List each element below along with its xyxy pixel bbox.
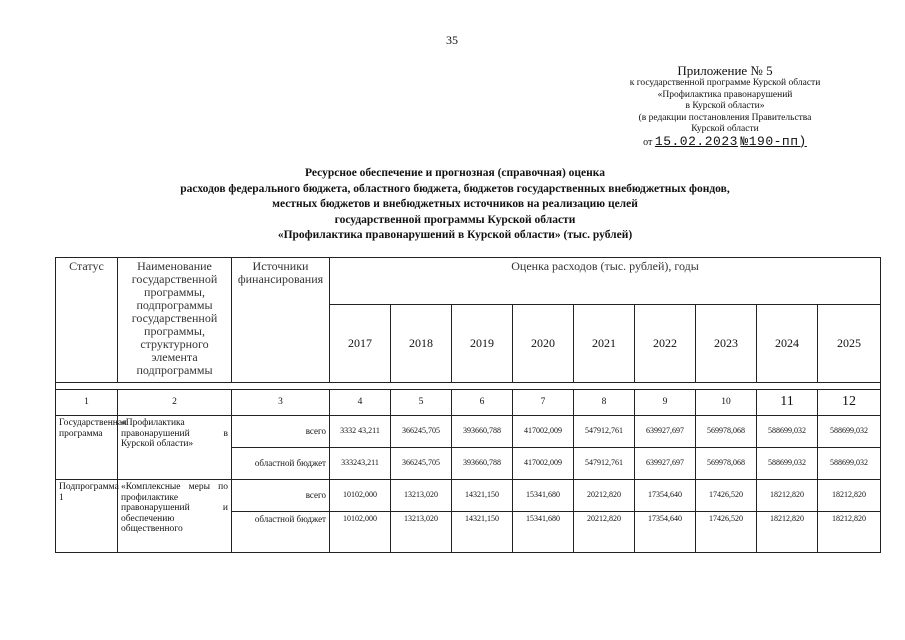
column-number: 4 (330, 390, 391, 416)
value-cell: 17426,520 (696, 480, 757, 512)
value-cell: 547912,761 (574, 416, 635, 448)
year-cell: 2022 (635, 305, 696, 383)
table-row (56, 480, 881, 512)
value-cell: 14321,150 (452, 512, 513, 553)
value-cell: 588699,032 (757, 448, 818, 480)
appendix-title: Приложение № 5 (677, 63, 773, 78)
row-name: «Комплексные меры по профилактике правонарушений и обеспечению общественного (118, 480, 232, 553)
value-cell: 366245,705 (391, 448, 452, 480)
column-number: 10 (696, 390, 757, 416)
column-number: 11 (757, 390, 818, 416)
value-cell: 17354,640 (635, 480, 696, 512)
decree-number: №190-пп) (740, 133, 807, 149)
year-cell: 2023 (696, 305, 757, 383)
value-cell: 18212,820 (818, 512, 881, 553)
value-cell: 18212,820 (757, 480, 818, 512)
value-cell: 15341,680 (513, 512, 574, 553)
heading-line-3: местных бюджетов и внебюджетных источников на реализацию целей (272, 198, 638, 210)
header-name: Наименование государственной программы, подпрограммы государственной программы, структурного элемента подпрограммы (118, 258, 232, 383)
row-source: всего (232, 480, 330, 512)
appendix-line-3: в Курской области» (685, 101, 765, 111)
appendix-line-1: к государственной программе Курской области (629, 78, 821, 88)
header-sources: Источники финансирования (232, 258, 330, 383)
appendix-date-line (590, 133, 860, 149)
resource-table (55, 257, 881, 553)
value-cell: 20212,820 (574, 512, 635, 553)
value-cell: 417002,009 (513, 416, 574, 448)
value-cell: 15341,680 (513, 480, 574, 512)
column-number: 7 (513, 390, 574, 416)
value-cell: 17426,520 (696, 512, 757, 553)
value-cell: 588699,032 (757, 416, 818, 448)
page-number: 35 (446, 33, 458, 47)
year-cell: 2017 (330, 305, 391, 383)
column-number: 8 (574, 390, 635, 416)
value-cell: 588699,032 (818, 416, 881, 448)
value-cell: 10102,000 (330, 512, 391, 553)
row-source: всего (232, 416, 330, 448)
value-cell: 18212,820 (757, 512, 818, 553)
value-cell: 547912,761 (574, 448, 635, 480)
year-cell: 2024 (757, 305, 818, 383)
row-source: областной бюджет (232, 512, 330, 553)
value-cell: 10102,000 (330, 480, 391, 512)
value-cell: 17354,640 (635, 512, 696, 553)
date-prefix: от (643, 136, 653, 148)
value-cell: 18212,820 (818, 480, 881, 512)
table-row (56, 416, 881, 448)
year-cell: 2018 (391, 305, 452, 383)
column-number: 3 (232, 390, 330, 416)
header-status: Статус (56, 258, 118, 383)
value-cell: 14321,150 (452, 480, 513, 512)
column-number-row (56, 390, 881, 416)
column-number: 5 (391, 390, 452, 416)
year-cell: 2020 (513, 305, 574, 383)
column-number: 2 (118, 390, 232, 416)
year-cell: 2021 (574, 305, 635, 383)
row-source: областной бюджет (232, 448, 330, 480)
heading-line-4: государственной программы Курской области (334, 213, 576, 226)
value-cell: 569978,068 (696, 448, 757, 480)
column-number: 6 (452, 390, 513, 416)
value-cell: 13213,020 (391, 480, 452, 512)
value-cell: 569978,068 (696, 416, 757, 448)
header-estimate: Оценка расходов (тыс. рублей), годы (330, 258, 881, 305)
year-cell: 2019 (452, 305, 513, 383)
value-cell: 366245,705 (391, 416, 452, 448)
value-cell: 393660,788 (452, 416, 513, 448)
column-number: 12 (818, 390, 881, 416)
heading-line-5: «Профилактика правонарушений в Курской области» (тыс. рублей) (277, 229, 633, 241)
document-heading (110, 166, 800, 244)
value-cell: 639927,697 (635, 416, 696, 448)
value-cell: 333243,211 (330, 448, 391, 480)
column-number: 1 (56, 390, 118, 416)
value-cell: 3332 43,211 (330, 416, 391, 448)
heading-line-2: расходов федерального бюджета, областного бюджета, бюджетов государственных внебюджетных фондов, (180, 182, 730, 195)
appendix-line-4: (в редакции постановления Правительства (638, 112, 812, 123)
value-cell: 588699,032 (818, 448, 881, 480)
value-cell: 20212,820 (574, 480, 635, 512)
appendix-block (590, 63, 860, 148)
appendix-line-2: «Профилактика правонарушений (657, 89, 793, 100)
decree-date: 15.02.2023 (654, 133, 738, 149)
heading-line-1: Ресурсное обеспечение и прогнозная (справочная) оценка (305, 167, 605, 179)
row-name: «Профилактика правонарушений в Курской области» (118, 416, 232, 480)
value-cell: 393660,788 (452, 448, 513, 480)
value-cell: 417002,009 (513, 448, 574, 480)
value-cell: 639927,697 (635, 448, 696, 480)
value-cell: 13213,020 (391, 512, 452, 553)
appendix-line-5: Курской области (691, 124, 759, 134)
row-status: Подпрограмма 1 (56, 480, 118, 553)
row-status: Государственная программа (56, 416, 118, 480)
column-number: 9 (635, 390, 696, 416)
header-gap (56, 383, 881, 390)
year-cell: 2025 (818, 305, 881, 383)
